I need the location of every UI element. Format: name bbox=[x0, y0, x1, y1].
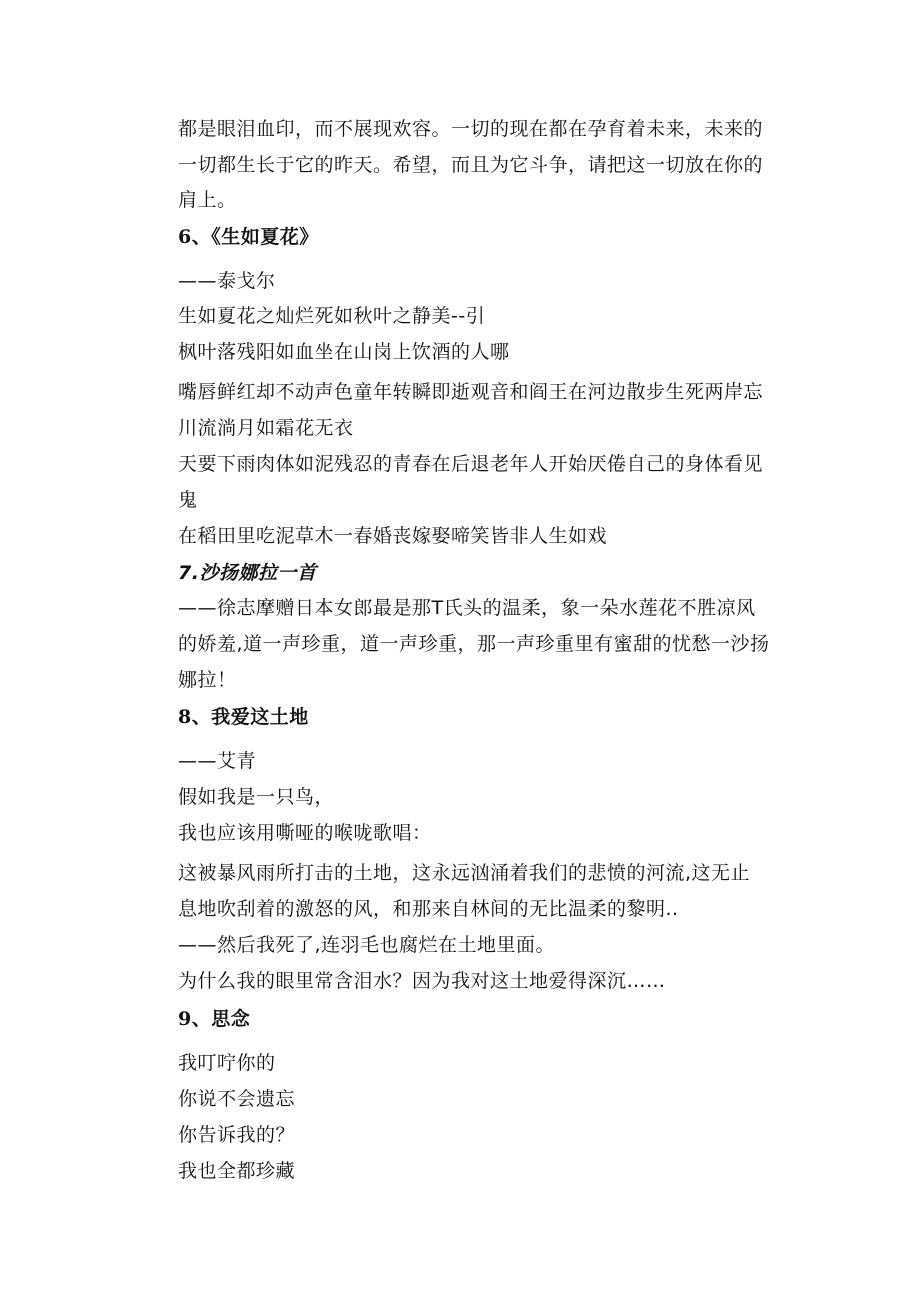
poem-line: 我叮咛你的 bbox=[178, 1052, 276, 1074]
poem-line: 息地吹刮着的激怒的风，和那来自林间的无比温柔的黎明.. bbox=[178, 898, 679, 920]
section-9-heading: 9、思念 bbox=[178, 1008, 251, 1030]
section-6-author: ——泰戈尔 bbox=[178, 270, 276, 292]
poem-line: 我也全都珍藏 bbox=[178, 1160, 296, 1182]
poem-line: 你说不会遗忘 bbox=[178, 1088, 296, 1110]
section-8-author: ——艾青 bbox=[178, 750, 257, 772]
section-7-heading: 7.沙扬娜拉一首 bbox=[178, 562, 317, 584]
section-8-heading: 8、我爱这土地 bbox=[178, 706, 309, 728]
poem-line: 这被暴风雨所打击的土地，这永远汹涌着我们的悲愤的河流,这无止 bbox=[178, 862, 751, 884]
poem-line: 娜拉！ bbox=[178, 669, 237, 691]
poem-line: 在稻田里吃泥草木一春婚丧嫁娶啼笑皆非人生如戏 bbox=[178, 525, 608, 547]
poem-line: 川流淌月如霜花无衣 bbox=[178, 417, 354, 439]
poem-line: 的娇羞,道一声珍重，道一声珍重，那一声珍重里有蜜甜的忧愁一沙扬 bbox=[178, 633, 770, 655]
poem-line: 鬼 bbox=[178, 489, 198, 511]
section-6-heading: 6、《生如夏花》 bbox=[178, 226, 319, 248]
poem-line: 假如我是一只鸟， bbox=[178, 786, 335, 808]
poem-line: ——徐志摩赠日本女郎最是那T氏头的温柔，象一朵水莲花不胜凉风 bbox=[178, 597, 756, 619]
poem-line: 生如夏花之灿烂死如秋叶之静美--引 bbox=[178, 305, 486, 327]
poem-line: 为什么我的眼里常含泪水？因为我对这土地爱得深沉…… bbox=[178, 970, 666, 992]
intro-line: 肩上。 bbox=[178, 189, 237, 211]
poem-line: 我也应该用嘶哑的喉咙歌唱： bbox=[178, 822, 432, 844]
poem-line: 天要下雨肉体如泥残忍的青春在后退老年人开始厌倦自己的身体看见 bbox=[178, 453, 764, 475]
intro-line: 都是眼泪血印，而不展现欢容。一切的现在都在孕育着未来，未来的 bbox=[178, 118, 764, 140]
poem-line: ——然后我死了,连羽毛也腐烂在土地里面。 bbox=[178, 934, 556, 956]
poem-line: 嘴唇鲜红却不动声色童年转瞬即逝观音和阎王在河边散步生死两岸忘 bbox=[178, 381, 764, 403]
poem-line: 枫叶落残阳如血坐在山岗上饮酒的人哪 bbox=[178, 341, 510, 363]
poem-line: 你告诉我的？ bbox=[178, 1124, 296, 1146]
intro-line: 一切都生长于它的昨天。希望，而且为它斗争，请把这一切放在你的 bbox=[178, 154, 764, 176]
